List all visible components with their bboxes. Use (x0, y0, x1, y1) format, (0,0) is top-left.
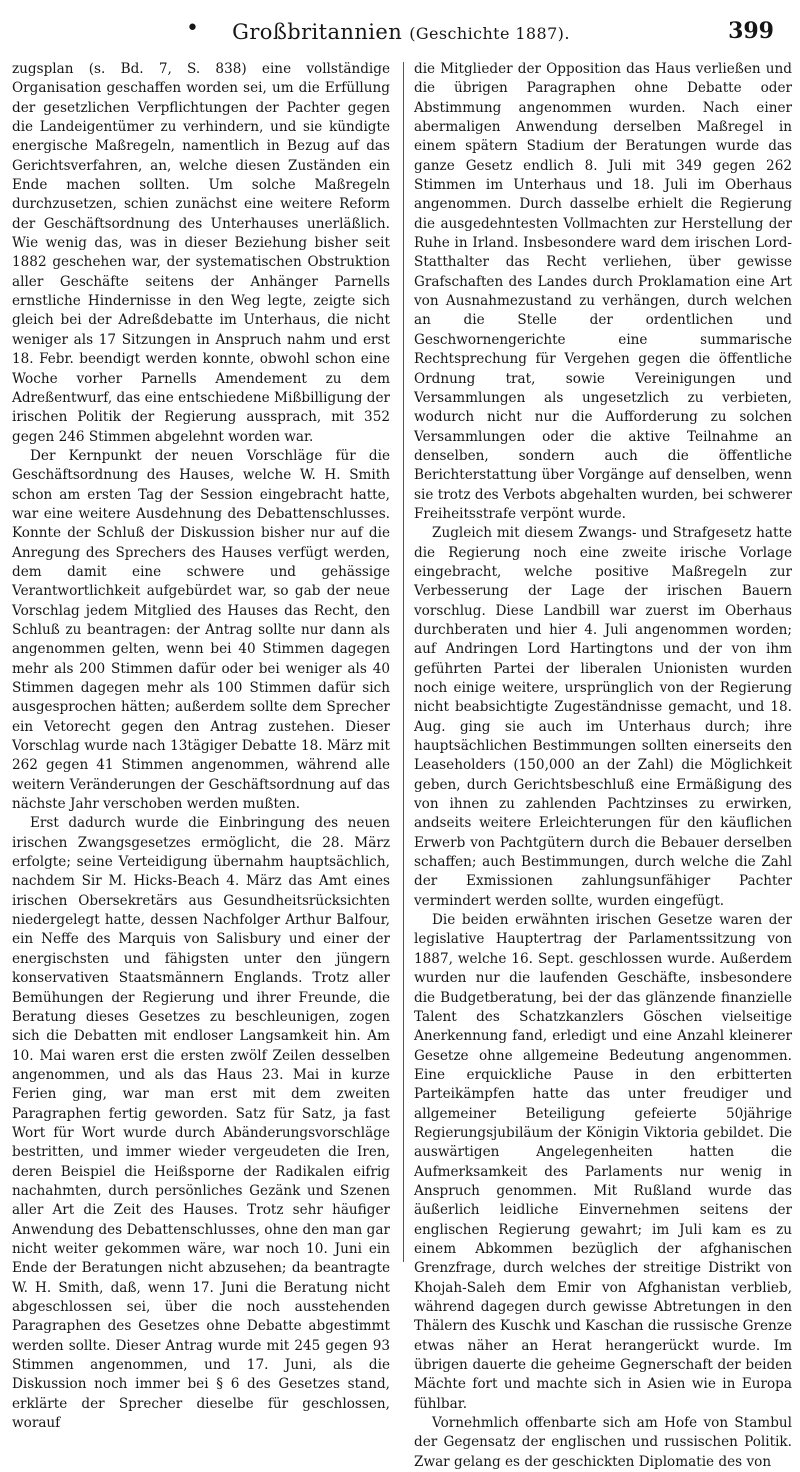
running-title (28, 20, 774, 44)
running-title-subtitle: (Geschichte 1887). (409, 24, 570, 43)
paragraph: Die beiden erwähnten irischen Gesetze waren der legislative Hauptertrag der Parlamentssitzung von 1887, welche 16. Sept. geschlossen wurde. Außerdem wurden nur die laufenden Geschäfte, insbesondere die Budgetberatung, bei der das glänzende finanzielle Talent des Schatzkanzlers Göschen vielseitige Anerkennung fand, erledigt und eine Anzahl kleinerer Gesetze ohne allgemeine Bedeutung angenommen. Eine erquickliche Pause in den erbitterten Parteikämpfen hatte das unter freudiger und allgemeiner Beteiligung gefeierte 50jährige Regierungsjubiläum der Königin Viktoria gebildet. Die auswärtigen Angelegenheiten hatten die Aufmerksamkeit des Parlaments nur wenig in Anspruch genommen. Mit Rußland wurde das äußerlich leidliche Einvernehmen seitens der englischen Regierung gewahrt; im Juli kam es zu einem Abkommen bezüglich der afghanischen Grenzfrage, durch welches der streitige Distrikt von Khojah-Saleh dem Emir von Afghanistan verblieb, während dagegen durch gewisse Abtretungen in den Thälern des Kuschk und Kaschan die russische Grenze etwas näher an Herat herangerückt wurde. Im übrigen dauerte die geheime Gegnerschaft der beiden Mächte fort und machte sich in Asien wie in Europa fühlbar. (414, 912, 792, 1412)
paragraph: Erst dadurch wurde die Einbringung des neuen irischen Zwangsgesetzes ermöglicht, die 28. März erfolgte; seine Verteidigung übernahm hauptsächlich, nachdem Sir M. Hicks-Beach 4. März das Amt eines irischen Obersekretärs aus Gesundheitsrücksichten niedergelegt hatte, dessen Nachfolger Arthur Balfour, ein Neffe des Marquis von Salisbury und einer der energischsten und fähigsten unter den jüngern konservativen Staatsmännern Englands. Trotz aller Bemühungen der Regierung und ihrer Freunde, die Beratung dieses Gesetzes zu beschleunigen, zogen sich die Debatten mit endloser Langsamkeit hin. Am 10. Mai waren erst die ersten zwölf Zeilen desselben angenommen, und als das Haus 23. Mai in kurze Ferien ging, war man erst mit dem zweiten Paragraphen fertig geworden. Satz für Satz, ja fast Wort für Wort wurde durch Abänderungsvorschläge bestritten, und immer wieder vergeudeten die Iren, deren Beispiel die Heißsporne der Radikalen eifrig nachahmten, durch persönliches Gezänk und Szenen aller Art die Zeit des Hauses. Trotz sehr häufiger Anwendung des Debattenschlusses, ohne den man gar nicht weiter gekommen wäre, war noch 10. Juni ein Ende der Beratungen nicht abzusehen; da beantragte W. H. Smith, daß, wenn 17. Juni die Beratung nicht abgeschlossen sei, über die noch ausstehenden Paragraphen des Gesetzes ohne Debatte abgestimmt werden sollte. Dieser Antrag wurde mit 245 gegen 93 Stimmen angenommen, und 17. Juni, als die Diskussion noch immer bei § 6 des Gesetzes stand, erklärte der Sprecher dieselbe für geschlossen, worauf (12, 815, 390, 1432)
page-header (28, 12, 774, 52)
right-column (414, 60, 792, 1470)
paragraph: zugsplan (s. Bd. 7, S. 838) eine vollständige Organisation geschaffen worden sei, um die Erfüllung der gesetzlichen Verpflichtungen der Pachter gegen die Landeigentümer zu verhindern, und sie kündigte energische Maßregeln, namentlich in Bezug auf das Gerichtsverfahren, an, welche diesen Zuständen ein Ende machen sollten. Um solche Maßregeln durchzusetzen, schien zunächst eine weitere Reform der Geschäftsordnung des Unterhauses unerläßlich. Wie wenig das, was in dieser Beziehung bisher seit 1882 geschehen war, der systematischen Obstruktion aller Geschäfte seitens der Anhänger Parnells ernstliche Hindernisse in den Weg legte, zeigte sich gleich bei der Adreßdebatte im Unterhaus, die nicht weniger als 17 Sitzungen in Anspruch nahm und erst 18. Febr. beendigt werden konnte, obwohl schon eine Woche vorher Parnells Amendement zu dem Adreßentwurf, das eine entschiedene Mißbilligung der irischen Politik der Regierung aussprach, mit 352 gegen 246 Stimmen abgelehnt worden war. (12, 61, 390, 445)
paragraph: Vornehmlich offenbarte sich am Hofe von Stambul der Gegensatz der englischen und russischen Politik. Zwar gelang es der geschickten Diplomatie des von (414, 1415, 792, 1470)
paragraph: Der Kernpunkt der neuen Vorschläge für die Geschäftsordnung des Hauses, welche W. H. Smith schon am ersten Tag der Session eingebracht hatte, war eine weitere Ausdehnung des Debattenschlusses. Konnte der Schluß der Diskussion bisher nur auf die Anregung des Sprechers des Hauses verfügt werden, dem damit eine schwere und gehässige Verantwortlichkeit aufgebürdet war, so gab der neue Vorschlag jedem Mitglied des Hauses das Recht, den Schluß zu beantragen: der Antrag sollte nur dann als angenommen gelten, wenn bei 40 Stimmen dagegen mehr als 200 Stimmen dafür oder bei weniger als 40 Stimmen dagegen mehr als 100 Stimmen dafür sich ausgesprochen hätten; außerdem sollte dem Sprecher ein Vetorecht gegen den Antrag zustehen. Dieser Vorschlag wurde nach 13tägiger Debatte 18. März mit 262 gegen 41 Stimmen angenommen, während alle weitern Veränderungen der Geschäftsordnung auf das nächste Jahr verschoben werden mußten. (12, 447, 390, 813)
page-number: 399 (728, 18, 774, 44)
paragraph: die Mitglieder der Opposition das Haus verließen und die übrigen Paragraphen ohne Debatte oder Abstimmung angenommen wurden. Nach einer abermaligen Anwendung derselben Maßregel in einem spätern Stadium der Beratungen wurde das ganze Gesetz endlich 8. Juli mit 349 gegen 262 Stimmen im Unterhaus und 18. Juli im Oberhaus angenommen. Durch dasselbe erhielt die Regierung die ausgedehntesten Vollmachten zur Herstellung der Ruhe in Irland. Insbesondere ward dem irischen Lord-Statthalter das Recht verliehen, über gewisse Grafschaften des Landes durch Proklamation eine Art von Ausnahmezustand zu verhängen, durch welchen an die Stelle der ordentlichen und Geschwornengerichte eine summarische Rechtsprechung für Vergehen gegen die öffentliche Ordnung trat, sowie Vereinigungen und Versammlungen als ungesetzlich zu verbieten, wodurch nicht nur die Aufforderung zu solchen Versammlungen oder die aktive Teilnahme an denselben, sondern auch die öffentliche Berichterstattung über Vorgänge auf denselben, wenn sie trotz des Verbots abgehalten wurden, bei schwerer Freiheitsstrafe verpönt wurde. (414, 61, 792, 522)
running-title-main: Großbritannien (232, 20, 403, 44)
paragraph: Zugleich mit diesem Zwangs- und Strafgesetz hatte die Regierung noch eine zweite irische Vorlage eingebracht, welche positive Maßregeln zur Verbesserung der Lage der irischen Bauern vorschlug. Diese Landbill war zuerst im Oberhaus durchberaten und hier 4. Juli angenommen worden; auf Andringen Lord Hartingtons und der von ihm geführten Partei der liberalen Unionisten wurden noch einige weitere, ursprünglich von der Regierung nicht beabsichtigte Zugeständnisse gemacht, und 18. Aug. ging sie auch im Unterhaus durch; ihre hauptsächlichen Bestimmungen sollten einerseits den Leaseholders (150,000 an der Zahl) die Möglichkeit geben, durch Gerichtsbeschluß eine Ermäßigung des von ihnen zu zahlenden Pachtzinses zu erwirken, andseits weitere Erleichterungen für den käuflichen Erwerb von Pachtgütern durch die Bebauer derselben schaffen; auch Bestimmungen, durch welche die Zahl der Exmissionen zahlungsunfähiger Pachter vermindert werden sollte, wurden eingefügt. (414, 525, 792, 909)
left-column (12, 60, 390, 1432)
column-divider (403, 62, 404, 1262)
header-dot: • (186, 16, 199, 41)
